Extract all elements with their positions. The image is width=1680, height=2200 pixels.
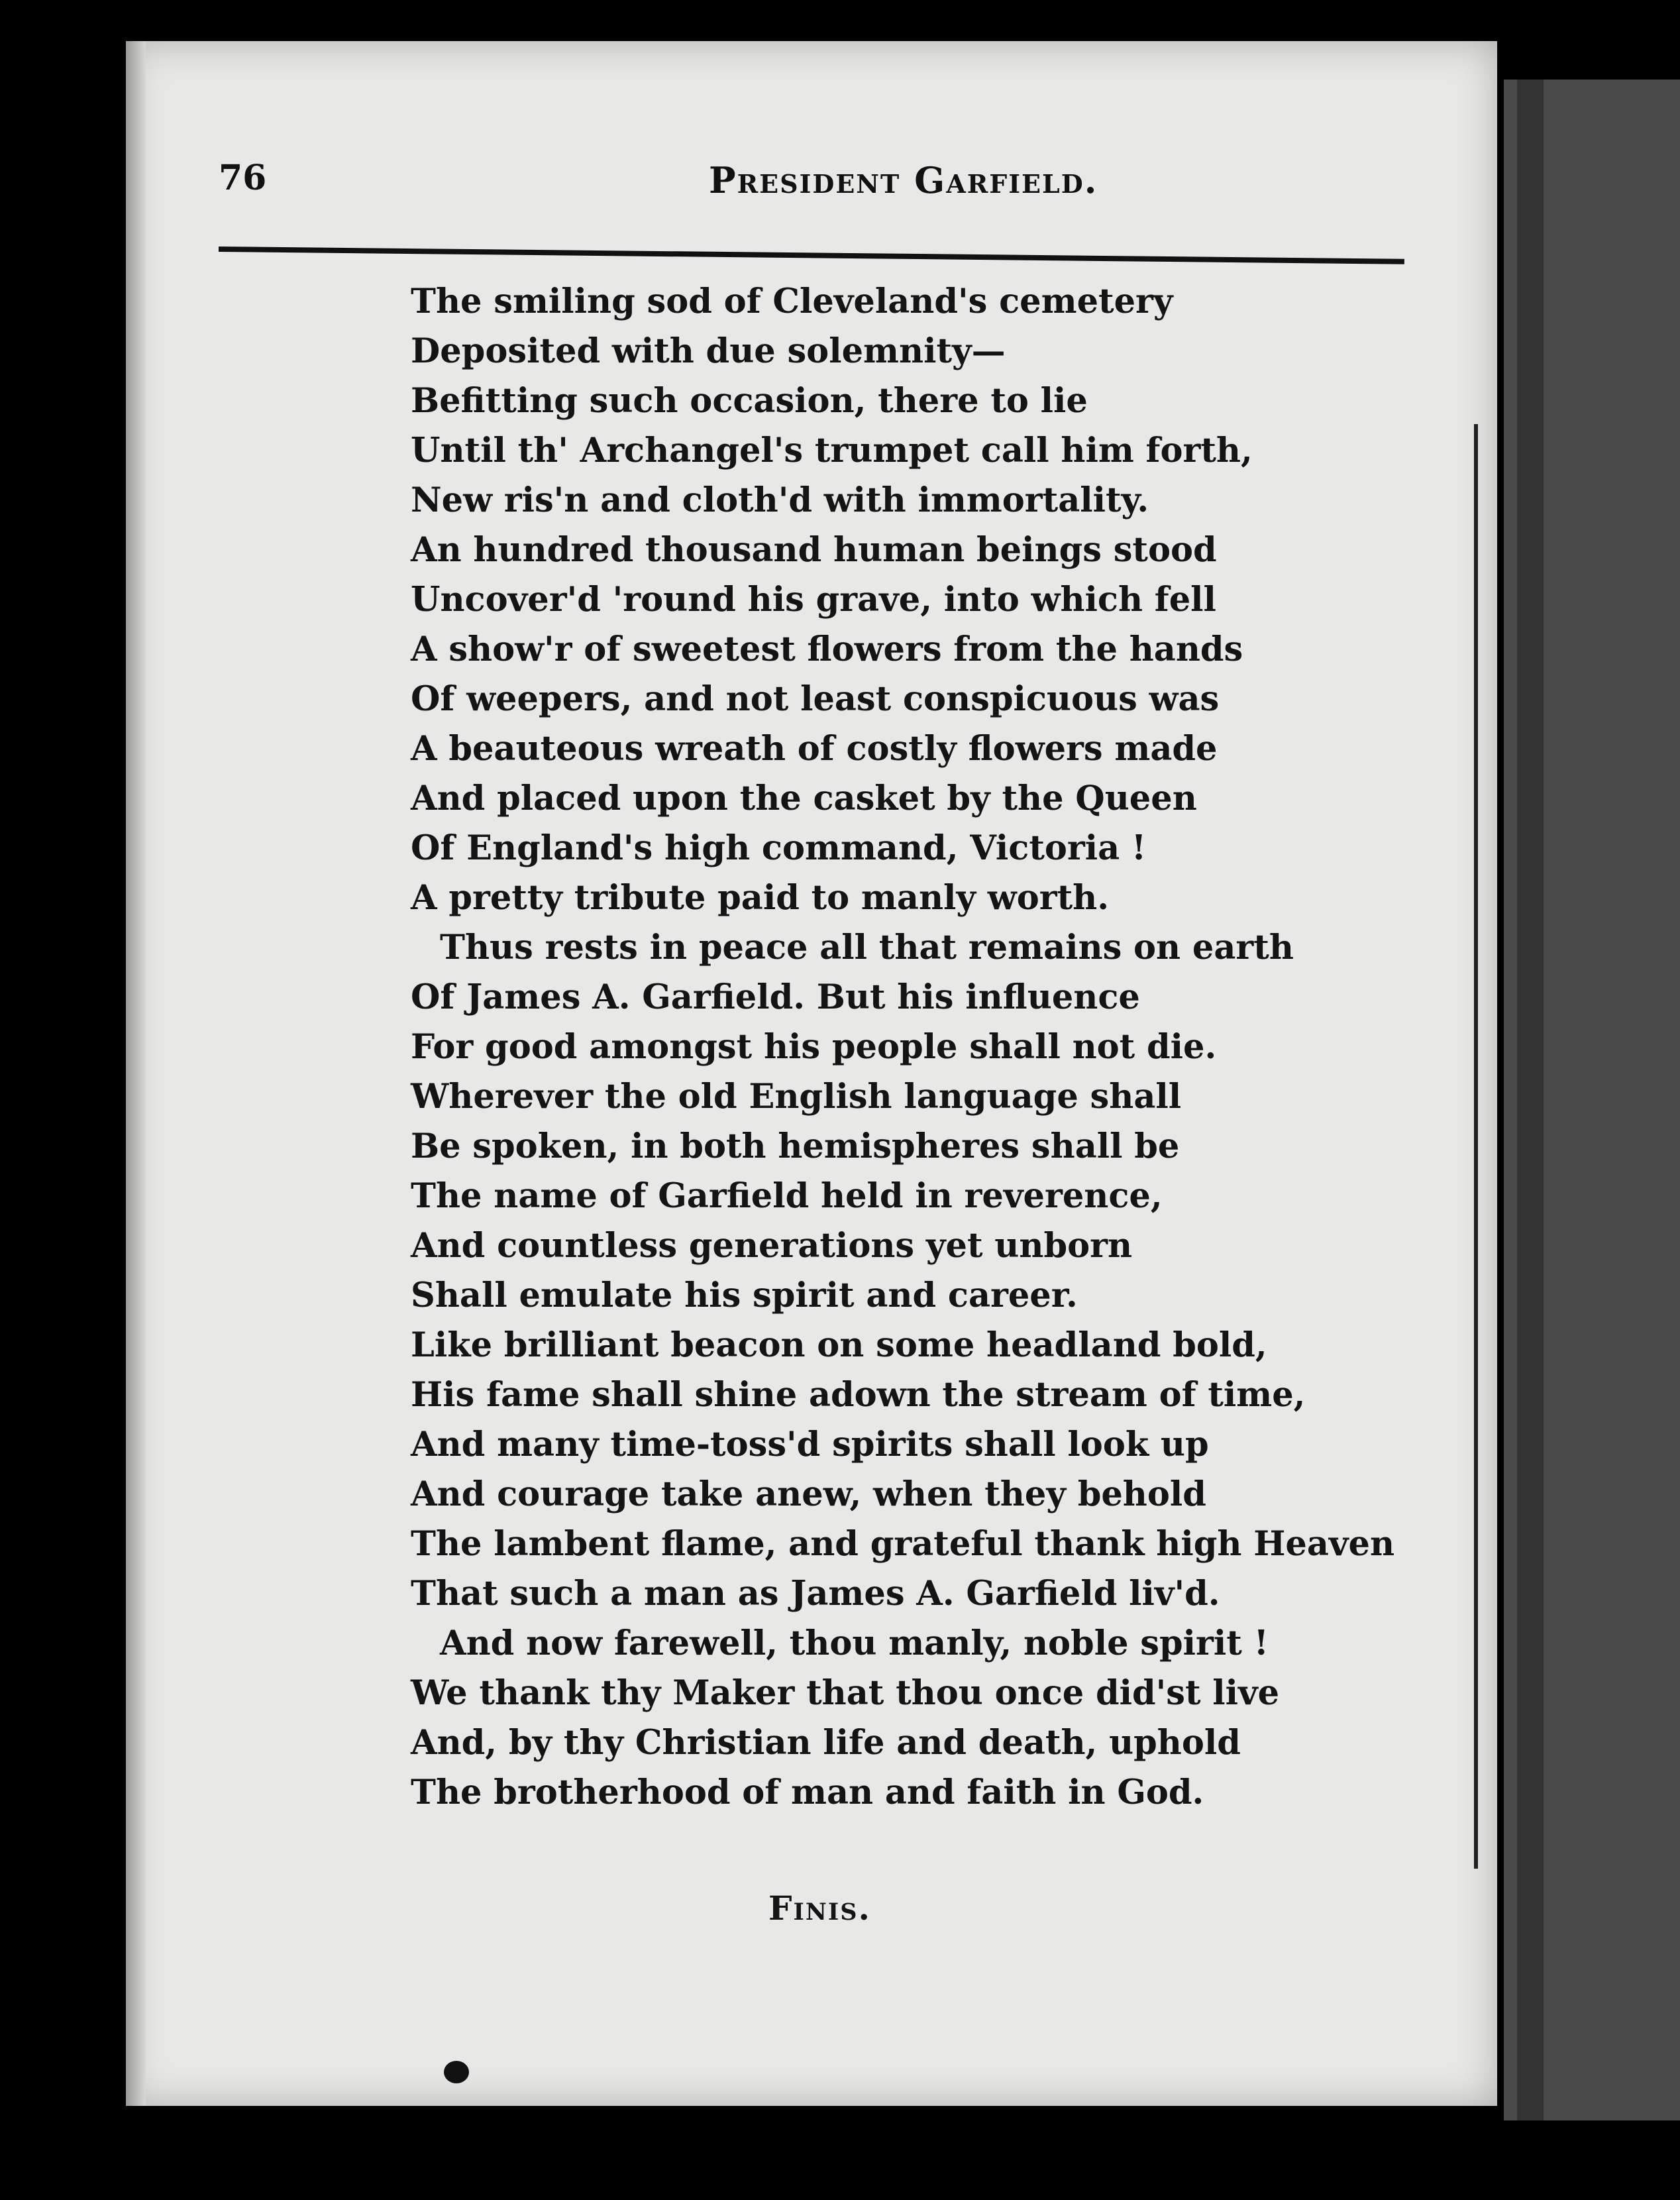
poem-line: Of James A. Garfield. But his influence — [411, 977, 1140, 1017]
poem-line: Until th' Archangel's trumpet call him forth, — [411, 431, 1253, 470]
poem-line: Shall emulate his spirit and career. — [411, 1276, 1078, 1315]
stanza-3 — [411, 1619, 1404, 1818]
poem-line: The brotherhood of man and faith in God. — [411, 1773, 1204, 1812]
poem-line: An hundred thousand human beings stood — [411, 530, 1217, 570]
poem-line: And, by thy Christian life and death, uphold — [411, 1723, 1241, 1763]
poem-line: The smiling sod of Cleveland's cemetery — [411, 282, 1173, 321]
poem-line: Befitting such occasion, there to lie — [411, 381, 1088, 421]
poem-line: Wherever the old English language shall — [411, 1077, 1182, 1117]
poem-line: His fame shall shine adown the stream of time, — [411, 1375, 1306, 1415]
poem-line: Be spoken, in both hemispheres shall be — [411, 1127, 1180, 1166]
poem-line: And placed upon the casket by the Queen — [411, 779, 1197, 818]
poem-line: That such a man as James A. Garfield liv'd. — [411, 1574, 1220, 1614]
poem-line: For good amongst his people shall not die. — [411, 1027, 1217, 1067]
poem-line: And now farewell, thou manly, noble spirit ! — [440, 1623, 1269, 1663]
poem-line: A beauteous wreath of costly flowers made — [411, 729, 1218, 769]
stanza-2 — [411, 923, 1404, 1619]
running-head: President Garfield. — [709, 159, 1098, 201]
page-binding-edge — [126, 41, 146, 2106]
poem-line: A show'r of sweetest flowers from the hands — [411, 630, 1243, 669]
poem-line: And many time-toss'd spirits shall look up — [411, 1425, 1209, 1464]
poem-line: Deposited with due solemnity— — [411, 331, 1006, 371]
poem-line: Thus rests in peace all that remains on earth — [440, 928, 1294, 967]
poem-line: New ris'n and cloth'd with immortality. — [411, 480, 1149, 520]
poem-line: We thank thy Maker that thou once did'st live — [411, 1673, 1280, 1713]
poem-line: Of England's high command, Victoria ! — [411, 828, 1147, 868]
poem-line: Uncover'd 'round his grave, into which fell — [411, 580, 1216, 620]
poem-line: Of weepers, and not least conspicuous was — [411, 679, 1220, 719]
ink-blot — [444, 2061, 469, 2083]
poem-text — [411, 277, 1404, 1818]
poem-line: The lambent flame, and grateful thank high Heaven — [411, 1524, 1395, 1564]
page-number: 76 — [219, 158, 267, 198]
poem-line: The name of Garfield held in reverence, — [411, 1176, 1163, 1216]
page-header — [219, 146, 1305, 212]
poem-line: And countless generations yet unborn — [411, 1226, 1133, 1266]
stanza-1 — [411, 277, 1404, 923]
poem-line: A pretty tribute paid to manly worth. — [411, 878, 1109, 918]
spine-shadow — [1474, 424, 1478, 1869]
poem-line: Like brilliant beacon on some headland bold, — [411, 1325, 1267, 1365]
poem-line: And courage take anew, when they behold — [411, 1474, 1206, 1514]
finis-label: Finis. — [768, 1889, 871, 1928]
adjacent-page-edge — [1504, 80, 1680, 2120]
